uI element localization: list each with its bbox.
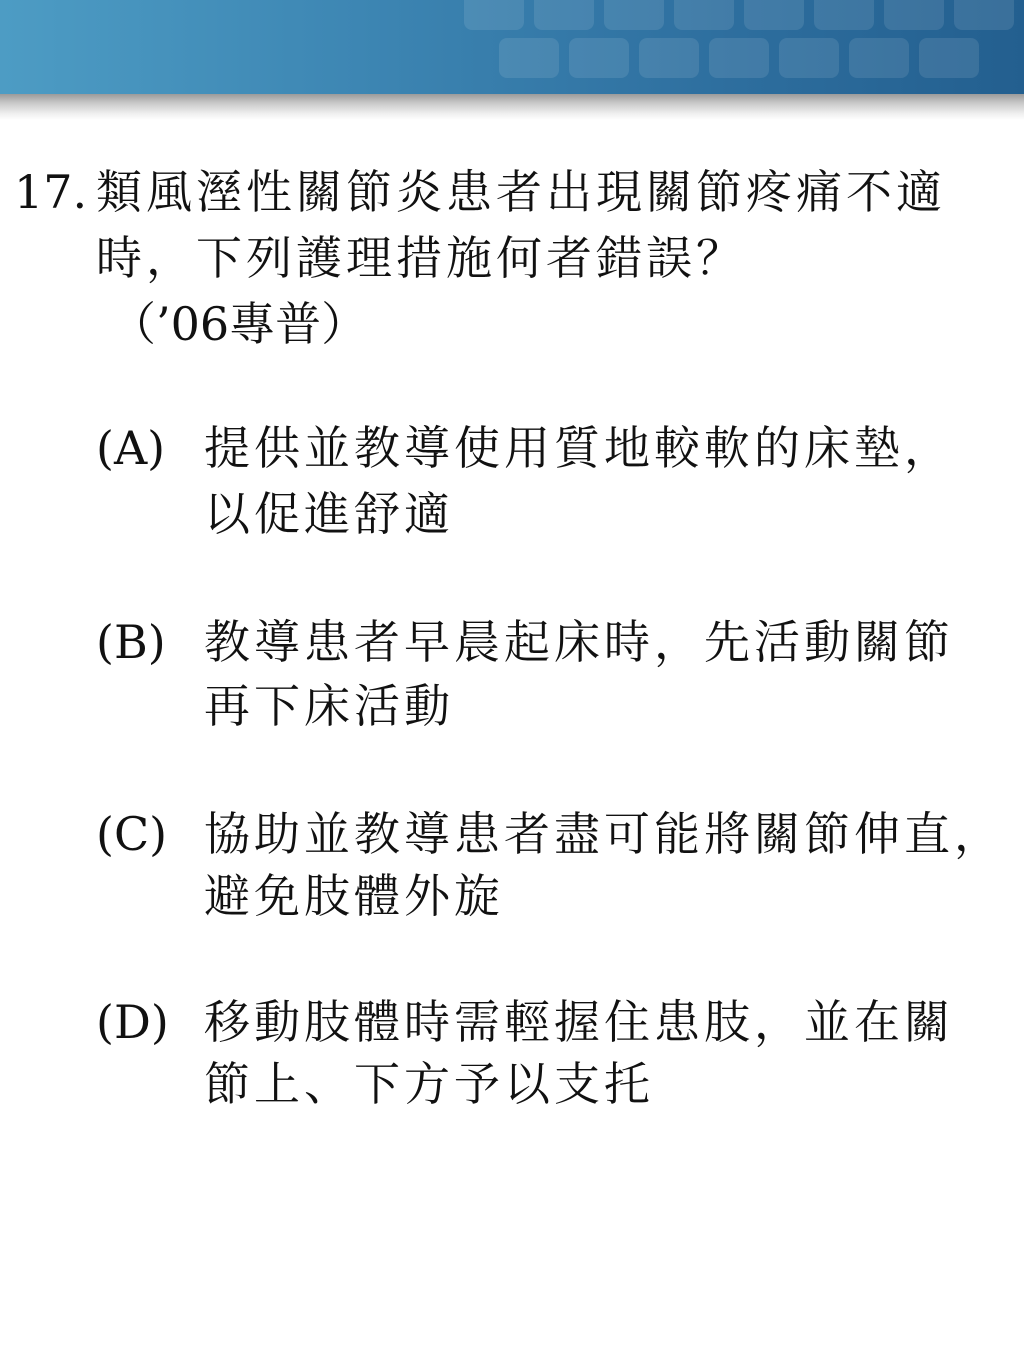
header-shadow: [0, 94, 1024, 120]
banner-tile: [884, 0, 944, 30]
option-c-label: (C): [96, 807, 168, 861]
option-c-text-line1: 協助並教導患者盡可能將關節伸直，: [204, 807, 1004, 861]
banner-tile: [814, 0, 874, 30]
banner-tile: [919, 38, 979, 78]
option-d-text-line1: 移動肢體時需輕握住患肢，並在關: [204, 995, 954, 1049]
header-banner: [0, 0, 1024, 94]
question-number: 17.: [14, 165, 88, 219]
banner-tile: [709, 38, 769, 78]
option-c-text-line2: 避免肢體外旋: [204, 869, 504, 923]
banner-tile: [499, 38, 559, 78]
banner-tile: [464, 0, 524, 30]
banner-tile-pattern: [404, 0, 1024, 94]
option-d-label: (D): [96, 995, 169, 1049]
banner-tile: [744, 0, 804, 30]
option-b-text-line1: 教導患者早晨起床時，先活動關節: [204, 615, 954, 669]
option-a-text-line1: 提供並教導使用質地較軟的床墊，: [204, 421, 954, 475]
banner-tile: [849, 38, 909, 78]
question-source: （’06專普）: [110, 297, 368, 351]
banner-tile: [534, 0, 594, 30]
banner-tile: [604, 0, 664, 30]
banner-tile: [954, 0, 1014, 30]
banner-tile: [674, 0, 734, 30]
option-a-text-line2: 以促進舒適: [204, 487, 454, 541]
question-text-line2: 時，下列護理措施何者錯誤？: [96, 231, 746, 285]
banner-tile: [569, 38, 629, 78]
option-b-label: (B): [96, 615, 166, 669]
option-d-text-line2: 節上、下方予以支托: [204, 1057, 654, 1111]
question-text-line1: 類風溼性關節炎患者出現關節疼痛不適: [96, 165, 946, 219]
banner-tile: [639, 38, 699, 78]
option-b-text-line2: 再下床活動: [204, 679, 454, 733]
banner-tile: [779, 38, 839, 78]
option-a-label: (A): [96, 421, 166, 475]
